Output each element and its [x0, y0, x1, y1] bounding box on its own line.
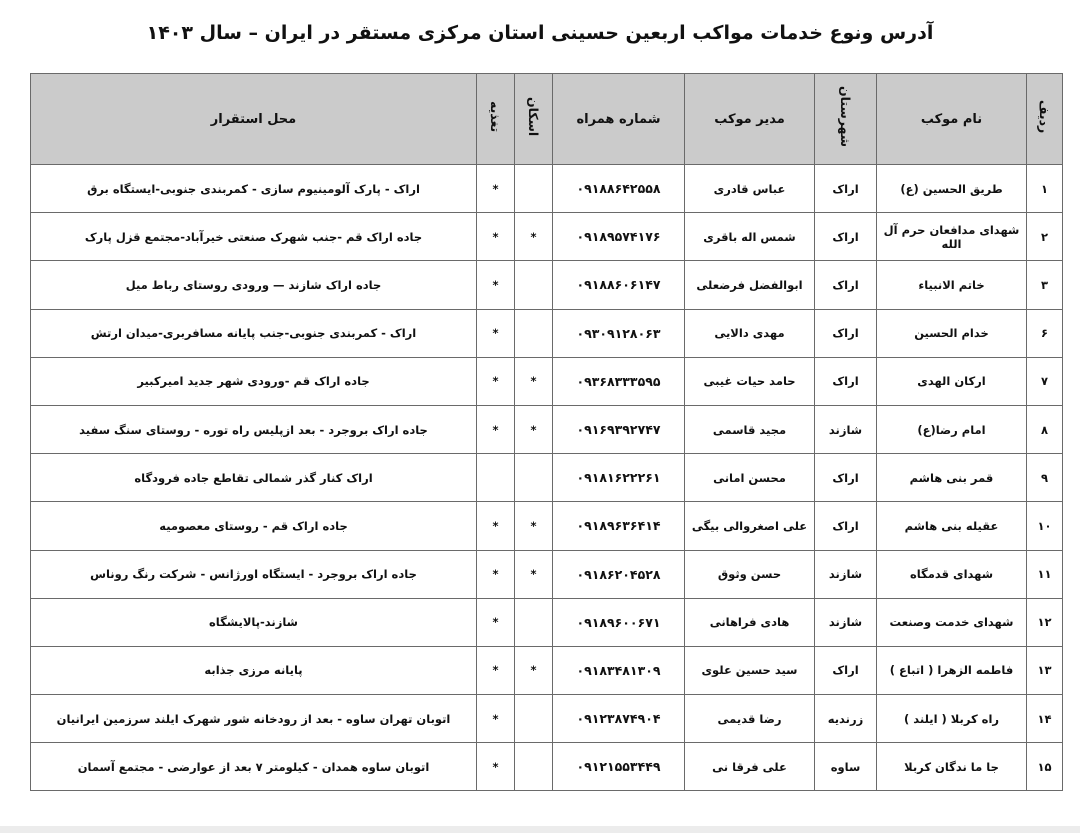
- cell-manager: حسن وثوق: [685, 550, 815, 598]
- cell-city: اراک: [815, 165, 877, 213]
- cell-lodging: *: [515, 502, 553, 550]
- cell-location: جاده اراک بروجرد - ایستگاه اورژانس - شرکت رنگ روناس: [31, 550, 477, 598]
- cell-mobile: ۰۹۱۸۳۴۸۱۳۰۹: [553, 646, 685, 694]
- cell-mobile: ۰۹۱۸۶۲۰۴۵۲۸: [553, 550, 685, 598]
- cell-name: جا ما ندگان کربلا: [877, 743, 1027, 791]
- cell-manager: مجید قاسمی: [685, 405, 815, 453]
- cell-location: شازند-پالایشگاه: [31, 598, 477, 646]
- cell-row-number: ۲: [1027, 213, 1063, 261]
- cell-manager: محسن امانی: [685, 454, 815, 502]
- cell-row-number: ۱: [1027, 165, 1063, 213]
- header-lodging: اسکان: [515, 74, 553, 165]
- cell-food: *: [477, 309, 515, 357]
- mawakib-table: [30, 73, 1063, 791]
- cell-manager: ابوالفضل فرضعلی: [685, 261, 815, 309]
- cell-food: *: [477, 598, 515, 646]
- header-row-number: ردیف: [1027, 74, 1063, 165]
- cell-location: جاده اراک قم -جنب شهرک صنعتی خیرآباد-مجتمع قزل پارک: [31, 213, 477, 261]
- cell-lodging: [515, 165, 553, 213]
- cell-name: ارکان الهدی: [877, 357, 1027, 405]
- cell-name: خاتم الانبیاء: [877, 261, 1027, 309]
- header-name: نام موکب: [877, 74, 1027, 165]
- cell-row-number: ۱۰: [1027, 502, 1063, 550]
- cell-city: ساوه: [815, 743, 877, 791]
- cell-row-number: ۶: [1027, 309, 1063, 357]
- cell-mobile: ۰۹۳۰۹۱۲۸۰۶۳: [553, 309, 685, 357]
- cell-city: شازند: [815, 405, 877, 453]
- cell-row-number: ۱۵: [1027, 743, 1063, 791]
- header-location: محل استقرار: [31, 74, 477, 165]
- cell-mobile: ۰۹۱۲۳۸۷۴۹۰۴: [553, 695, 685, 743]
- table-row: [31, 502, 1063, 550]
- table-row: [31, 550, 1063, 598]
- cell-manager: عباس قادری: [685, 165, 815, 213]
- cell-lodging: [515, 598, 553, 646]
- cell-name: شهدای خدمت وصنعت: [877, 598, 1027, 646]
- cell-row-number: ۷: [1027, 357, 1063, 405]
- cell-name: شهدای مدافعان حرم آل الله: [877, 213, 1027, 261]
- cell-food: *: [477, 165, 515, 213]
- table-row: [31, 213, 1063, 261]
- cell-name: شهدای قدمگاه: [877, 550, 1027, 598]
- cell-food: *: [477, 405, 515, 453]
- header-mobile: شماره همراه: [553, 74, 685, 165]
- table-row: [31, 646, 1063, 694]
- cell-mobile: ۰۹۱۸۸۶۰۶۱۴۷: [553, 261, 685, 309]
- cell-manager: سید حسین علوی: [685, 646, 815, 694]
- table-row: [31, 405, 1063, 453]
- cell-name: خدام الحسین: [877, 309, 1027, 357]
- cell-lodging: [515, 695, 553, 743]
- cell-lodging: [515, 261, 553, 309]
- cell-name: قمر بنی هاشم: [877, 454, 1027, 502]
- cell-location: اتوبان تهران ساوه - بعد از رودخانه شور شهرک ایلند سرزمین ایرانیان: [31, 695, 477, 743]
- cell-mobile: ۰۹۱۸۸۶۴۲۵۵۸: [553, 165, 685, 213]
- header-city: شهرستان: [815, 74, 877, 165]
- table-row: [31, 261, 1063, 309]
- cell-lodging: [515, 454, 553, 502]
- table-row: [31, 695, 1063, 743]
- cell-location: اراک کنار گذر شمالی تقاطع جاده فرودگاه: [31, 454, 477, 502]
- cell-row-number: ۸: [1027, 405, 1063, 453]
- cell-mobile: ۰۹۱۸۱۶۲۲۲۶۱: [553, 454, 685, 502]
- table-row: [31, 598, 1063, 646]
- cell-food: *: [477, 357, 515, 405]
- cell-mobile: ۰۹۱۸۹۵۷۴۱۷۶: [553, 213, 685, 261]
- cell-food: *: [477, 550, 515, 598]
- cell-lodging: [515, 309, 553, 357]
- cell-lodging: *: [515, 550, 553, 598]
- cell-manager: علی فرقا نی: [685, 743, 815, 791]
- cell-mobile: ۰۹۱۶۹۳۹۲۷۴۷: [553, 405, 685, 453]
- cell-manager: مهدی دالایی: [685, 309, 815, 357]
- cell-location: اتوبان ساوه همدان - کیلومتر ۷ بعد از عوارضی - مجتمع آسمان: [31, 743, 477, 791]
- table-body: [31, 165, 1063, 791]
- header-manager: مدیر موکب: [685, 74, 815, 165]
- cell-manager: حامد حیات غیبی: [685, 357, 815, 405]
- table-row: [31, 357, 1063, 405]
- cell-location: جاده اراک بروجرد - بعد ازپلیس راه توره - روستای سنگ سفید: [31, 405, 477, 453]
- cell-name: امام رضا(ع): [877, 405, 1027, 453]
- cell-manager: رضا قدیمی: [685, 695, 815, 743]
- document-title: آدرس ونوع خدمات مواکب اربعین حسینی استان مرکزی مستقر در ایران – سال ۱۴۰۳: [146, 22, 934, 44]
- cell-food: *: [477, 261, 515, 309]
- cell-manager: علی اصغروالی بیگی: [685, 502, 815, 550]
- cell-food: *: [477, 213, 515, 261]
- bottom-strip: [0, 826, 1080, 833]
- table-header: [31, 74, 1063, 165]
- cell-lodging: *: [515, 405, 553, 453]
- cell-location: پایانه مرزی جذابه: [31, 646, 477, 694]
- cell-row-number: ۱۲: [1027, 598, 1063, 646]
- cell-location: اراک - کمربندی جنوبی-جنب پایانه مسافربری-میدان ارتش: [31, 309, 477, 357]
- cell-name: عقیله بنی هاشم: [877, 502, 1027, 550]
- cell-location: جاده اراک قم - روستای معصومیه: [31, 502, 477, 550]
- cell-city: اراک: [815, 261, 877, 309]
- cell-row-number: ۱۳: [1027, 646, 1063, 694]
- cell-lodging: *: [515, 646, 553, 694]
- cell-food: *: [477, 695, 515, 743]
- cell-city: اراک: [815, 309, 877, 357]
- cell-food: [477, 454, 515, 502]
- table-row: [31, 743, 1063, 791]
- cell-lodging: *: [515, 357, 553, 405]
- cell-name: طریق الحسین (ع): [877, 165, 1027, 213]
- cell-location: جاده اراک شازند — ورودی روستای رباط میل: [31, 261, 477, 309]
- cell-name: فاطمه الزهرا ( اتباع ): [877, 646, 1027, 694]
- cell-row-number: ۱۴: [1027, 695, 1063, 743]
- cell-row-number: ۳: [1027, 261, 1063, 309]
- table-row: [31, 454, 1063, 502]
- cell-row-number: ۱۱: [1027, 550, 1063, 598]
- cell-row-number: ۹: [1027, 454, 1063, 502]
- cell-manager: هادی فراهانی: [685, 598, 815, 646]
- cell-food: *: [477, 502, 515, 550]
- cell-location: جاده اراک قم -ورودی شهر جدید امیرکبیر: [31, 357, 477, 405]
- cell-name: راه کربلا ( ایلند ): [877, 695, 1027, 743]
- cell-city: اراک: [815, 454, 877, 502]
- cell-city: اراک: [815, 646, 877, 694]
- cell-city: شازند: [815, 550, 877, 598]
- cell-mobile: ۰۹۱۸۹۶۳۶۴۱۴: [553, 502, 685, 550]
- cell-lodging: [515, 743, 553, 791]
- table-row: [31, 309, 1063, 357]
- cell-city: اراک: [815, 213, 877, 261]
- cell-city: اراک: [815, 502, 877, 550]
- cell-mobile: ۰۹۳۶۸۳۳۳۵۹۵: [553, 357, 685, 405]
- table-row: [31, 165, 1063, 213]
- cell-mobile: ۰۹۱۸۹۶۰۰۶۷۱: [553, 598, 685, 646]
- cell-city: شازند: [815, 598, 877, 646]
- cell-location: اراک - پارک آلومینیوم سازی - کمربندی جنوبی-ایستگاه برق: [31, 165, 477, 213]
- header-food: تغذیه: [477, 74, 515, 165]
- cell-mobile: ۰۹۱۲۱۵۵۳۴۴۹: [553, 743, 685, 791]
- cell-city: اراک: [815, 357, 877, 405]
- cell-manager: شمس اله باقری: [685, 213, 815, 261]
- cell-city: زرندیه: [815, 695, 877, 743]
- cell-lodging: *: [515, 213, 553, 261]
- cell-food: *: [477, 743, 515, 791]
- cell-food: *: [477, 646, 515, 694]
